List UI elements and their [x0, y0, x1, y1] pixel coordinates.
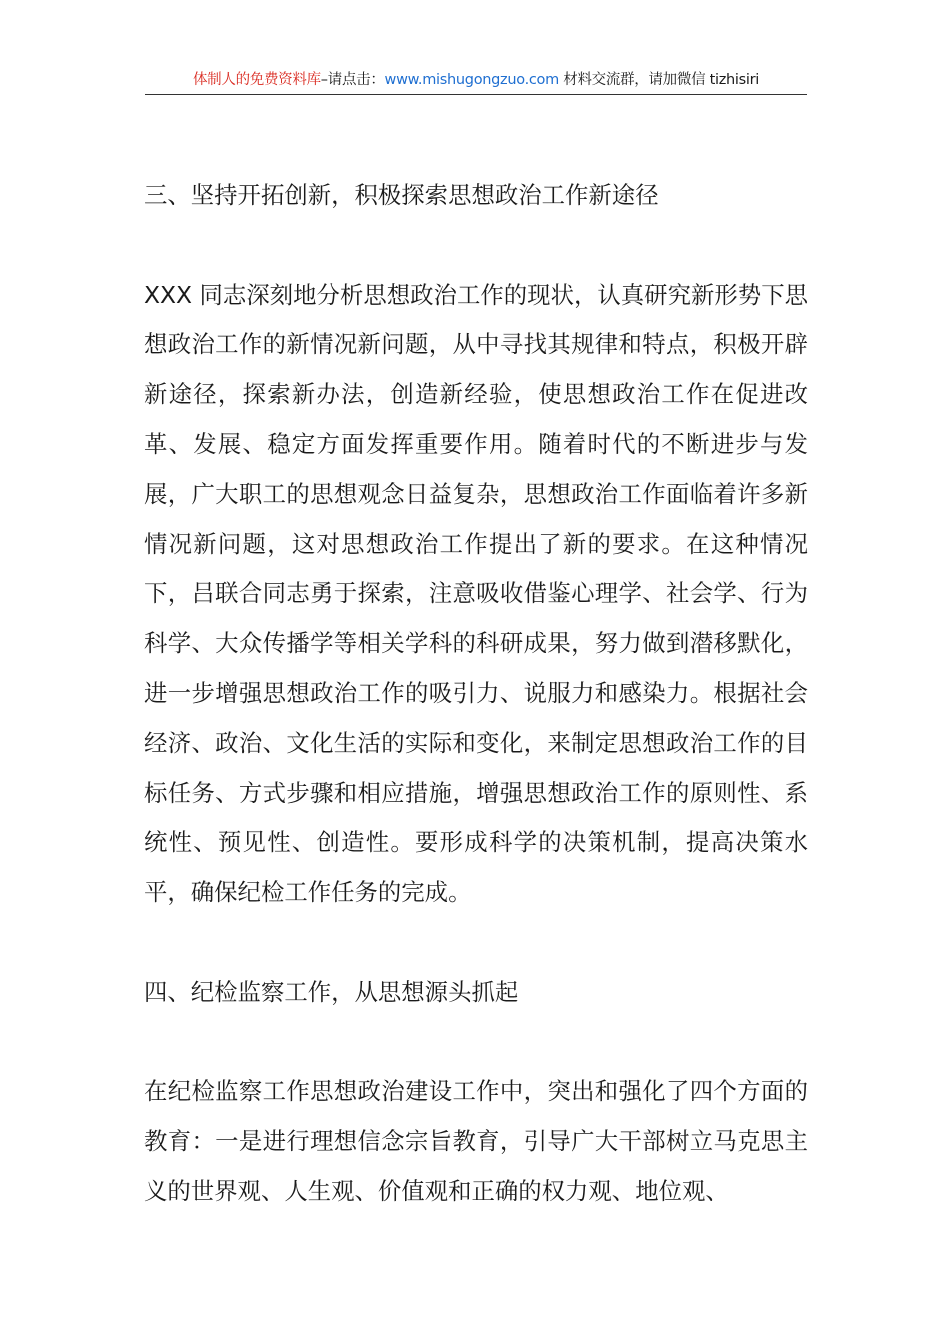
spacer — [144, 918, 808, 968]
header-separator: –请点击： — [320, 72, 385, 88]
section-4-paragraph: 在纪检监察工作思想政治建设工作中，突出和强化了四个方面的教育：一是进行理想信念宗旨教育，引导广大干部树立马克思主义的世界观、人生观、价值观和正确的权力观、地位观、 — [144, 1077, 808, 1205]
header-url-link[interactable]: www.mishugongzuo.com — [384, 72, 559, 88]
document-body — [144, 171, 808, 1217]
header-brand: 体制人的免费资料库 — [192, 72, 321, 88]
spacer — [144, 221, 808, 271]
spacer — [144, 1018, 808, 1068]
section-3-heading: 三、坚持开拓创新，积极探索思想政治工作新途径 — [144, 181, 659, 209]
section-3-paragraph: XXX 同志深刻地分析思想政治工作的现状，认真研究新形势下思想政治工作的新情况新问题，从中寻找其规律和特点，积极开辟新途径，探索新办法，创造新经验，使思想政治工作在促进改革、发展、稳定方面发挥重要作用。随着时代的不断进步与发展，广大职工的思想观念日益复杂，思想政治工作面临着许多新情况新问题，这对思想政治工作提出了新的要求。在这种情况下，吕联合同志勇于探索，注意吸收借鉴心理学、社会学、行为科学、大众传播学等相关学科的科研成果，努力做到潜移默化，进一步增强思想政治工作的吸引力、说服力和感染力。根据社会经济、政治、文化生活的实际和变化，来制定思想政治工作的目标任务、方式步骤和相应措施，增强思想政治工作的原则性、系统性、预见性、创造性。要形成科学的决策机制，提高决策水平，确保纪检工作任务的完成。 — [144, 280, 808, 907]
section-4-heading: 四、纪检监察工作，从思想源头抓起 — [144, 977, 519, 1006]
header-tail-text: 材料交流群，请加微信 tizhisiri — [558, 72, 760, 88]
page-header — [145, 66, 807, 95]
